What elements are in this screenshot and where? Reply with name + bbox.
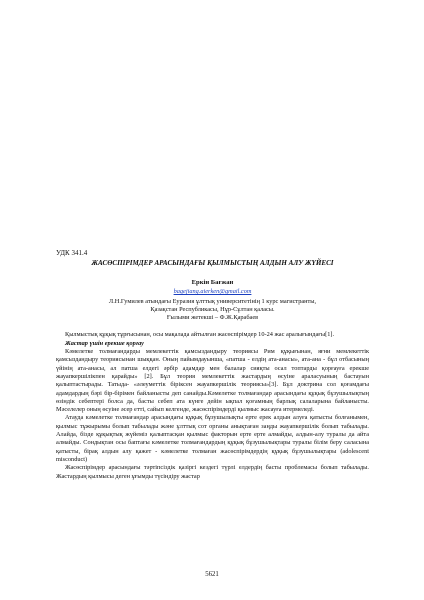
udk-code: УДК 341.4 <box>56 249 88 257</box>
author-affiliation <box>56 298 369 323</box>
article-title: ЖАСӨСПІРІМДЕР АРАСЫНДАҒЫ ҚЫЛМЫСТЫҢ АЛДЫН АЛУ ЖҮЙЕСІ <box>91 259 334 268</box>
author-name: Еркін Бағжан <box>191 278 234 286</box>
abstract-paragraph: Қылмыстық құқық тұрғысынан, осы мақалада айтылған жасөспірімдер 10-24 жас аралығындағы[1]. <box>65 331 335 339</box>
affiliation-line: Қазақстан Республикасы, Нұр-Сұлтан қаласы. <box>150 305 275 313</box>
article-body <box>56 249 369 481</box>
body-paragraph: Атауда кәмелетке толмағандар арасындағы құқық бұзушылықты ерте ерек алдын алуға қатысты болғанымен, қылмыс тұжырымы болып табылады және ұлттық сот органы анықтаған заңды жауапкершілік болып табылады. Алайда, бізде құқықтық жүйеміз қалыптасқан қылмыс факторын ерте ерте алмайды, алдын-алу туралы да айта алмайды. Сондықтан осы баптағы кәмелетке толмағандардың құқық бұзушылықтары туралы білім беру саласына қатысты, бірақ алдын алу қажет - кәмелетке толмаған жасөспірімдердің құқық бұзушылықтары (adolescent misconduct) <box>56 414 369 463</box>
page-number: 5621 <box>205 571 219 578</box>
affiliation-line: Л.Н.Гумилев атындағы Еуразия ұлттық университетінің 1 курс магистранты, <box>108 297 317 305</box>
body-paragraph: Кәмелетке толмағандарды мемлекеттік қамсыздандыру теориясы Рим құқығынан, яғни мемлекеттік қамсыздандыру теориясынан шыққан. Оның пайымдауынша, «патша - елдің ата-анасы», ата-ана - бұл отбасының үйінің ата-анасы, ал патша елдегі әрбір адамдар мен балалар сияқты осал топтарды қорғауға ерекше жауапкершілікпен қарайды» [2]. Бұл теория мемлекеттік жастардың өсуіне араласуының бастауын қалыптастырады. Татыда- «әлеуметтік біріксен жауапкершілік теориясы»[3]. Бұл доктрина сол қоғамдағы адамдардың бәрі бір-бірімен байланысты деп санайды.Кәмелетке толмағандар арасындағы құқық бұзушылықтың өзіндік себептері болса да, басты себеп ата күнге дейін ықпал қоғамның барлық салаларына байланысты. Мәселелер оның өсуіне әсер етті, сайып келгенде, жасөспірімдерді қылмыс жасауға итермеледі. <box>56 348 369 414</box>
body-paragraph: Жасөспірімдер арасындағы тәртіпсіздік қазіргі кездегі түрлі елдердің басты проблемасы болып табылады. Жастардың қылмысы деген ұғымды түсіндіру жастар <box>56 464 369 480</box>
author-email-link[interactable]: bagejiang.aierken@gmail.com <box>173 288 252 296</box>
supervisor-line: Ғылыми жетекші – Ф.Ж.Қарабаев <box>166 314 259 322</box>
section-heading: Жастар үшін ерекше қорғау <box>65 339 144 347</box>
